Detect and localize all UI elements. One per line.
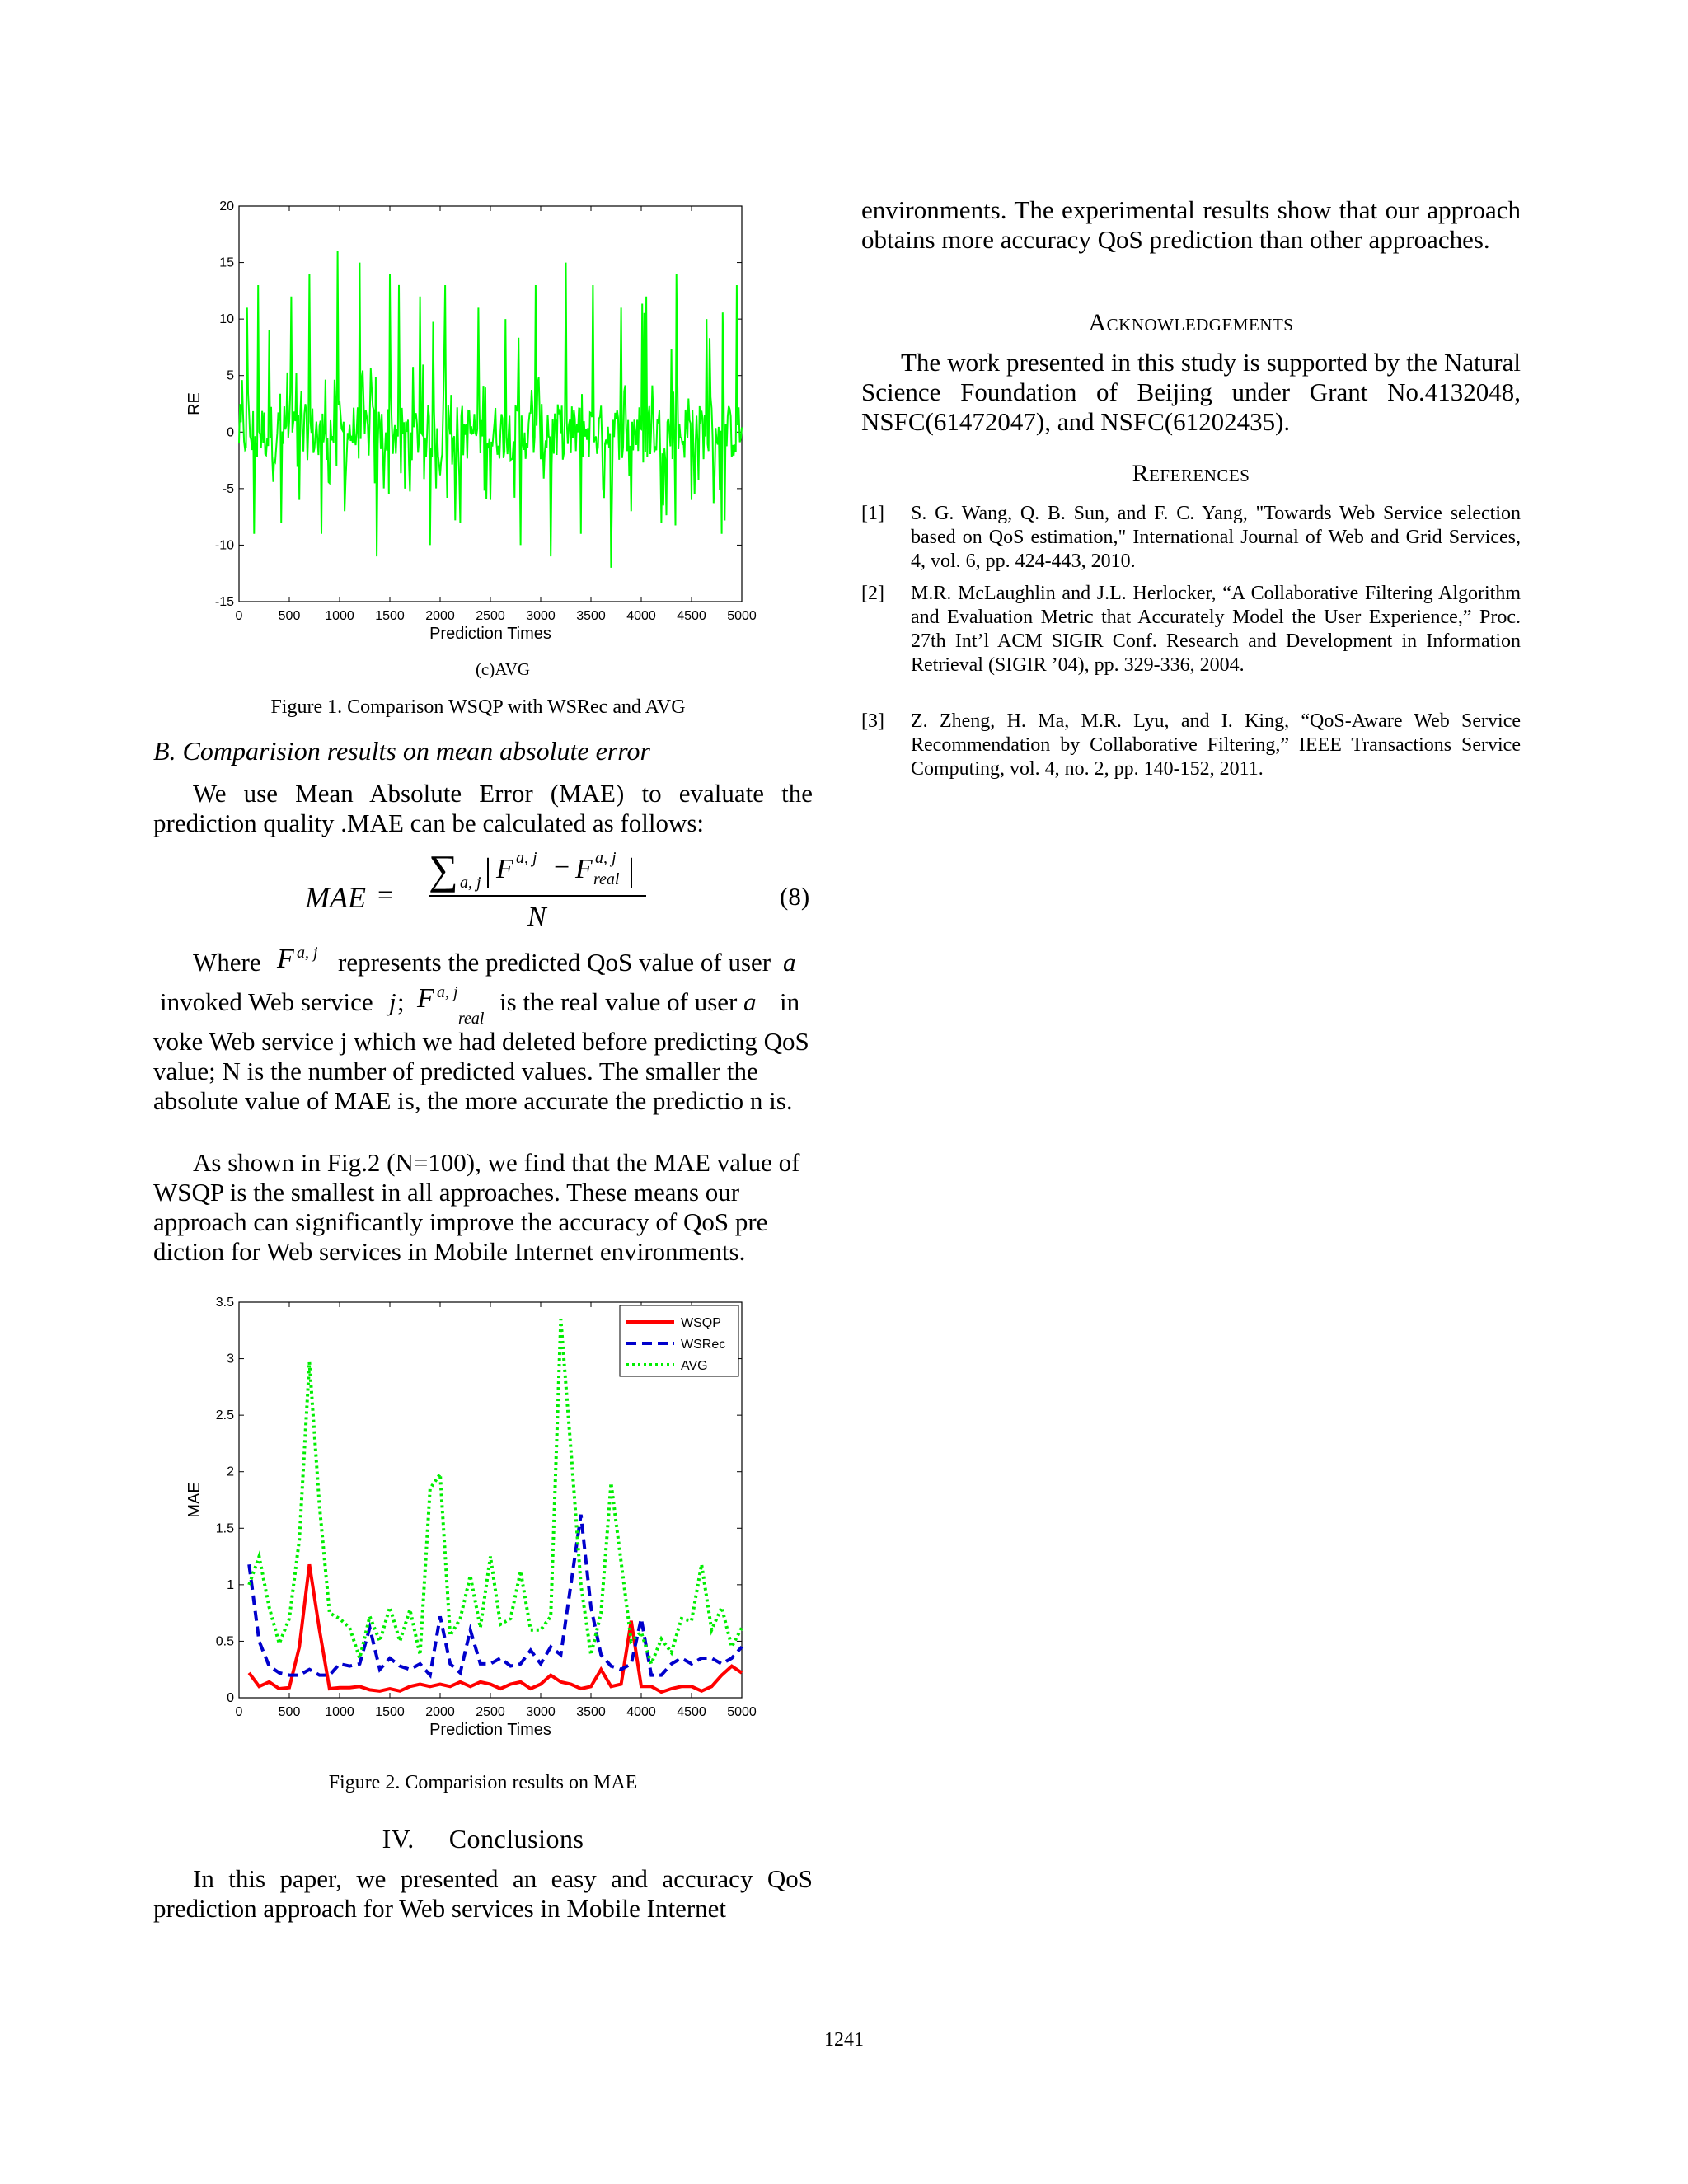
y-tick-label: 5 (227, 368, 234, 383)
equation-number: (8) (780, 882, 810, 911)
where-F2: F (417, 983, 434, 1014)
y-tick-label: 0 (227, 1691, 234, 1705)
x-tick-label: 2000 (425, 1705, 455, 1719)
x-tick-label: 0 (235, 1705, 243, 1719)
where-a1: a (783, 948, 796, 977)
ref-2-num: [2] (861, 583, 884, 604)
eq-bar-1: | (485, 851, 492, 888)
eq-sum-symbol: ∑ (429, 846, 458, 893)
ref-heading: References (1132, 460, 1250, 487)
x-tick-label: 3500 (576, 609, 606, 623)
where-semicolon: ; (397, 987, 405, 1016)
x-tick-label: 4500 (677, 609, 706, 623)
para-conclusion: In this paper, we presented an easy and accuracy QoS prediction approach for Web services in Mobile Internet (153, 1864, 813, 1923)
ack-text: The work presented in this study is supported by the Natural Science Foundation of Beijing under Grant No.4132048, NSFC(61472047), and NSFC(61202435). (861, 348, 1521, 436)
where-F2-sup: a, j (437, 983, 458, 1001)
x-tick-label: 3000 (526, 1705, 556, 1719)
plot-frame (239, 206, 742, 602)
y-tick-label: 2.5 (215, 1408, 234, 1423)
x-tick-label: 1000 (325, 1705, 354, 1719)
where-represents: represents the predicted QoS value of user (338, 948, 771, 977)
y-tick-label: -5 (222, 481, 234, 496)
reference-2 (861, 582, 1521, 677)
section-iv-title: Conclusions (448, 1824, 584, 1854)
where-F: F (277, 944, 294, 974)
figure1-caption: Figure 1. Comparison WSQP with WSRec and AVG (270, 696, 686, 718)
legend-label-wsqp: WSQP (681, 1316, 721, 1330)
where-j: j (389, 987, 396, 1016)
where-F2-real: real (458, 1010, 485, 1028)
equation-mae (305, 846, 684, 948)
where-F-sup: a, j (297, 944, 318, 962)
y-axis-label: RE (185, 392, 204, 415)
eq-denominator: N (528, 902, 546, 932)
y-tick-label: 3.5 (215, 1296, 234, 1310)
para-intro: We use Mean Absolute Error (MAE) to evaluate the prediction quality .MAE can be calculated as follows: (153, 779, 813, 837)
y-tick-label: 20 (219, 199, 234, 213)
x-tick-label: 3000 (526, 609, 556, 623)
eq-real-sub: real (593, 870, 620, 888)
chart-re-avg (165, 190, 775, 659)
where-invoked: invoked Web service (160, 987, 373, 1016)
eq-F1: F (496, 854, 513, 884)
where-word: Where (193, 948, 261, 977)
eq-minus: − (554, 852, 570, 883)
x-tick-label: 4000 (626, 1705, 656, 1719)
x-tick-label: 5000 (727, 1705, 757, 1719)
y-tick-label: -15 (214, 595, 234, 609)
page-number: 1241 (824, 2029, 864, 2050)
eq-fraction-line (429, 895, 646, 897)
para-where (153, 941, 813, 1147)
y-tick-label: -10 (214, 538, 234, 553)
section-b-heading: B. Comparision results on mean absolute error (153, 736, 650, 766)
x-tick-label: 500 (278, 609, 301, 623)
x-tick-label: 5000 (727, 609, 757, 623)
where-isreal: is the real value of user (499, 987, 738, 1016)
chart1-sublabel: (c)AVG (475, 659, 531, 679)
para-continued: environments. The experimental results show that our approach obtains more accuracy QoS prediction than other approaches. (861, 195, 1521, 254)
y-tick-label: 2 (227, 1465, 234, 1479)
ref-3-text: Z. Zheng, H. Ma, M.R. Lyu, and I. King, “QoS-Aware Web Service Recommendation by Collaborative Filtering,” IEEE Transactions Service Computing, vol. 4, no. 2, pp. 140-152, 2011. (911, 710, 1521, 780)
x-tick-label: 4000 (626, 609, 656, 623)
y-tick-label: 15 (219, 255, 234, 270)
legend-label-avg: AVG (681, 1359, 708, 1373)
y-tick-label: 1 (227, 1577, 234, 1592)
section-iv-heading (153, 1824, 813, 1854)
chart-mae-comparison (165, 1286, 775, 1755)
ref-3-num: [3] (861, 710, 884, 732)
x-tick-label: 2500 (476, 1705, 505, 1719)
figure2-caption: Figure 2. Comparision results on MAE (328, 1772, 638, 1793)
eq-sup2: a, j (595, 849, 617, 867)
x-tick-label: 3500 (576, 1705, 606, 1719)
legend-label-wsrec: WSRec (681, 1338, 726, 1352)
where-a2: a (743, 987, 757, 1016)
eq-bar-2: | (628, 851, 635, 888)
x-tick-label: 0 (235, 609, 243, 623)
x-tick-label: 500 (278, 1705, 301, 1719)
x-tick-label: 2000 (425, 609, 455, 623)
where-in: in (780, 987, 800, 1016)
y-tick-label: 0 (227, 425, 234, 440)
eq-lhs: MAE (305, 881, 366, 914)
x-tick-label: 2500 (476, 609, 505, 623)
x-tick-label: 4500 (677, 1705, 706, 1719)
ref-2-text: M.R. McLaughlin and J.L. Herlocker, “A Collaborative Filtering Algorithm and Evaluation Metric that Accurately Model the User Experience,” Proc. 27th Int’l ACM SIGIR Conf. Research and Development in Information Retrieval (SIGIR ’04), pp. 329-336, 2004. (911, 583, 1521, 676)
eq-F2: F (575, 854, 593, 884)
eq-equals: = (377, 880, 394, 911)
section-iv-num: IV. (382, 1824, 415, 1854)
para-shown: As shown in Fig.2 (N=100), we find that the MAE value of WSQP is the smallest in all approaches. These means our approach can significantly improve the accuracy of QoS pre diction for Web services in Mobile Internet environments. (153, 1148, 800, 1266)
reference-3 (861, 710, 1521, 781)
ref-1-text: S. G. Wang, Q. B. Sun, and F. C. Yang, "Towards Web Service selection based on QoS estimation," International Journal of Web and Grid Services, 4, vol. 6, pp. 424-443, 2010. (911, 503, 1521, 572)
reference-1 (861, 502, 1521, 574)
y-axis-label: MAE (185, 1482, 204, 1518)
x-axis-label: Prediction Times (429, 625, 551, 643)
x-tick-label: 1500 (375, 1705, 405, 1719)
ack-heading: Acknowledgements (1088, 309, 1294, 336)
y-tick-label: 1.5 (215, 1521, 234, 1536)
y-tick-label: 3 (227, 1352, 234, 1366)
y-tick-label: 0.5 (215, 1634, 234, 1649)
ref-1-num: [1] (861, 503, 884, 524)
x-tick-label: 1500 (375, 609, 405, 623)
eq-sum-sub: a, j (460, 874, 481, 892)
x-tick-label: 1000 (325, 609, 354, 623)
eq-sup1: a, j (516, 849, 537, 867)
x-axis-label: Prediction Times (429, 1721, 551, 1739)
where-rest: voke Web service j which we had deleted before predicting QoS value; N is the number of predicted values. The smaller the absolute value of MAE is, the more accurate the predictio n is. (153, 1027, 809, 1115)
y-tick-label: 10 (219, 312, 234, 327)
